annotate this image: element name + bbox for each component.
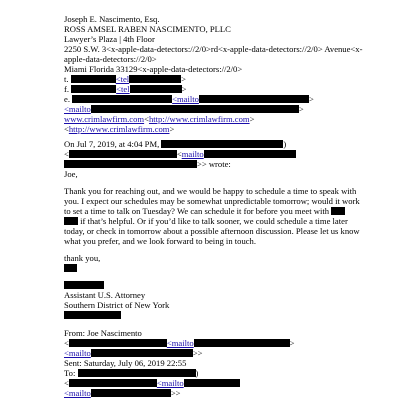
reply-wrote: >> wrote: (197, 159, 231, 169)
fwd-to-paren: ) (195, 368, 199, 378)
firm-name: ROSS AMSEL RABEN NASCIMENTO, PLLC (64, 24, 231, 34)
firm-address-line-1: 2250 S.W. 3<x-apple-data-detectors://2/0>rd<x-apple-data-detectors://2/0> Avenue<x- (64, 44, 363, 54)
reply-address-line (64, 149, 296, 159)
redaction (331, 207, 345, 215)
redaction (91, 389, 171, 397)
email-label: e. (64, 94, 70, 104)
redaction (91, 105, 299, 113)
firm-address-line-2: apple-data-detectors://2/0> (64, 54, 157, 64)
redaction (184, 379, 240, 387)
body-line-3-text: to set a time to talk on Tuesday? We can schedule it for before you meet with (64, 206, 330, 216)
phone-link-lt: < (115, 74, 121, 84)
thanks-line: thank you, (64, 253, 101, 263)
firm-address-line-3: Miami Florida 33129<x-apple-data-detectors://2/0> (64, 64, 243, 74)
website-lt: < (144, 114, 149, 124)
phone-line (64, 74, 186, 84)
redaction (204, 150, 296, 158)
website-href[interactable]: http://www.crimlawfirm.com (148, 114, 250, 124)
email-line (64, 94, 314, 104)
redaction (72, 95, 172, 103)
body-line-1: Thank you for reaching out, and we would be happy to schedule a time to speak with (64, 186, 357, 196)
fwd-to-mailto[interactable]: <mailto (156, 378, 184, 388)
redaction (64, 281, 104, 289)
redaction (69, 339, 167, 347)
firm-plaza: Lawyer’s Plaza | 4th Floor (64, 34, 155, 44)
redaction (199, 95, 309, 103)
fax-link-lt: < (116, 84, 122, 94)
website2-href[interactable]: http://www.crimlawfirm.com (68, 124, 170, 134)
fwd-from: From: Joe Nascimento (64, 328, 142, 338)
body-line-2: you. I expect our schedules may be somewhat unpredictable tomorrow; would it work (64, 196, 360, 206)
signature-office: Southern District of New York (64, 300, 170, 310)
redaction (130, 85, 182, 93)
email-line-2 (64, 104, 304, 114)
fax-gt: > (181, 84, 187, 94)
phone-gt: > (181, 74, 187, 84)
fwd-mailto[interactable]: <mailto (166, 338, 194, 348)
fwd-to-mailto-2[interactable]: <mailto (64, 388, 91, 398)
redaction (71, 85, 116, 93)
website-line (64, 114, 254, 124)
reply-lt: < (64, 149, 69, 159)
fwd-to (64, 368, 198, 378)
fax-line (64, 84, 186, 94)
fwd-gt: > (289, 338, 295, 348)
body-line-5: today, or check in tomorrow about a possible afternoon discussion. Please let us know (64, 226, 360, 236)
website2-gt: > (169, 124, 175, 134)
fwd-mailto-2[interactable]: <mailto (64, 348, 91, 358)
fwd-from-address-2 (64, 348, 203, 358)
reply-paren: ) (283, 139, 287, 149)
website-gt: > (249, 114, 255, 124)
redaction (64, 264, 77, 272)
body-line-6: what you prefer, and we look forward to being in touch. (64, 236, 257, 246)
fwd-gtgt: >> (192, 348, 203, 358)
redaction (64, 160, 197, 168)
fwd-lt: < (64, 338, 69, 348)
reply-greeting: Joe, (64, 169, 78, 179)
email-gt-2: > (298, 104, 304, 114)
redaction (91, 349, 193, 357)
body-line-4-text: if that’s helpful. Or if you’d like to talk sooner, we could schedule a time later (80, 216, 348, 226)
phone-label: t. (64, 74, 69, 84)
redaction (71, 75, 116, 83)
reply-header-line (64, 139, 286, 149)
reply-lt-2: < (176, 149, 182, 159)
fwd-from-address (64, 338, 295, 348)
redaction (129, 75, 181, 83)
redaction (69, 150, 177, 158)
fwd-to-label: To: (64, 368, 76, 378)
redaction (64, 217, 78, 225)
signature-title: Assistant U.S. Attorney (64, 290, 146, 300)
redaction (64, 311, 121, 319)
reply-on-prefix: On Jul 7, 2019, at 4:04 PM, (64, 139, 160, 149)
sender-name: Joseph E. Nascimento, Esq. (64, 14, 160, 24)
fax-link[interactable]: tel (121, 84, 130, 94)
website2-lt: < (64, 124, 69, 134)
fwd-to-lt: < (64, 378, 69, 388)
email-mailto[interactable]: <mailto (172, 94, 199, 104)
fax-label: f. (64, 84, 70, 94)
redaction (78, 369, 196, 377)
body-line-4 (64, 216, 348, 226)
reply-mailto[interactable]: mailto (181, 149, 204, 159)
fwd-to-address-2 (64, 388, 181, 398)
redaction (69, 379, 157, 387)
reply-address-line-2 (64, 159, 231, 169)
fwd-to-address (64, 378, 240, 388)
redaction (194, 339, 290, 347)
phone-link[interactable]: tel (120, 74, 130, 84)
fwd-to-gtgt: >> (170, 388, 181, 398)
fwd-sent: Sent: Saturday, July 06, 2019 22:55 (64, 358, 187, 368)
website-link[interactable]: www.crimlawfirm.com (64, 114, 145, 124)
email-gt: > (308, 94, 314, 104)
body-line-3 (64, 206, 345, 216)
redaction (161, 140, 283, 148)
email-mailto-2[interactable]: <mailto (64, 104, 91, 114)
website-line-2 (64, 124, 174, 134)
